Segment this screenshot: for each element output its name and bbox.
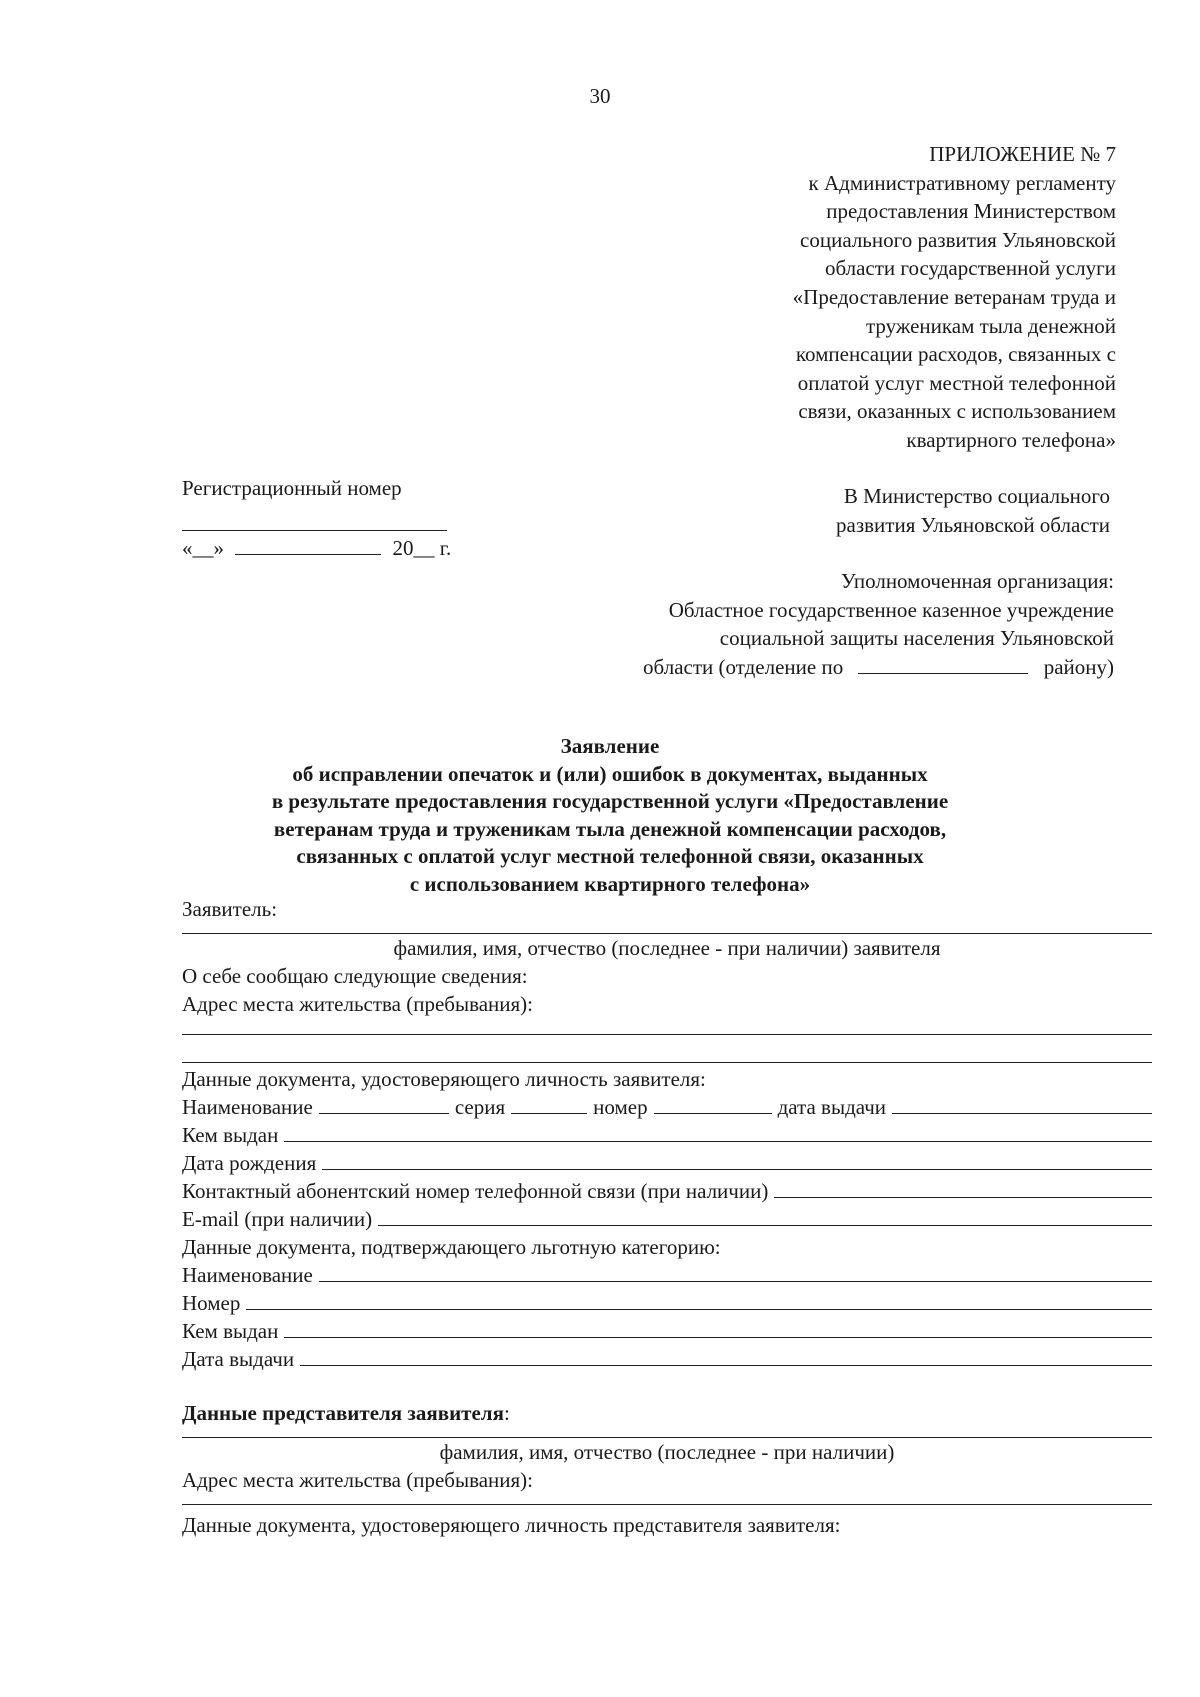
applicant-label-row [182, 895, 1152, 923]
representative-heading: Данные представителя заявителя [182, 1401, 504, 1425]
appendix-line: квартирного телефона» [906, 427, 1116, 452]
appendix-line: ПРИЛОЖЕНИЕ № 7 [929, 142, 1116, 166]
doc-series-field[interactable] [511, 1095, 587, 1114]
about-row [182, 962, 1152, 990]
addressee-line: В Министерство социального [843, 484, 1110, 508]
address-row [182, 990, 1152, 1018]
benefit-issue-date-row [182, 1345, 1152, 1373]
applicant-name-caption-row [182, 934, 1152, 962]
doc-number-label: номер [593, 1095, 648, 1119]
appendix-line: оплатой услуг местной телефонной [797, 370, 1116, 395]
title-line: об исправлении опечаток и (или) ошибок в документах, выданных [292, 761, 928, 786]
representative-heading-row [182, 1399, 1152, 1427]
appendix-line: области государственной услуги [824, 256, 1116, 281]
registration-year-suffix: г. [439, 536, 452, 560]
title-line: Заявление [560, 734, 660, 758]
registration-number-field[interactable] [182, 530, 447, 531]
phone-label: Контактный абонентский номер телефонной связи (при наличии) [182, 1179, 769, 1203]
id-doc-label: Данные документа, удостоверяющего личность заявителя: [182, 1067, 706, 1091]
district-field[interactable] [858, 655, 1028, 674]
birth-date-label: Дата рождения [182, 1151, 317, 1175]
issued-by-label: Кем выдан [182, 1123, 279, 1147]
representative-address-label: Адрес места жительства (пребывания): [182, 1468, 534, 1492]
benefit-doc-row [182, 1233, 1152, 1261]
appendix-line: труженикам тыла денежной [865, 313, 1116, 338]
appendix-line: компенсации расходов, связанных с [795, 342, 1116, 367]
benefit-number-row [182, 1289, 1152, 1317]
registration-number-label: Регистрационный номер [182, 476, 402, 500]
org-line [414, 653, 1114, 682]
representative-heading-colon: : [503, 1401, 510, 1425]
benefit-name-row [182, 1261, 1152, 1289]
email-row [182, 1205, 1152, 1233]
doc-issue-date-label: дата выдачи [777, 1095, 887, 1119]
doc-name-field[interactable] [319, 1095, 449, 1114]
page-number: 30 [589, 84, 611, 108]
org-line-start: области (отделение по [643, 654, 844, 679]
representative-address-row [182, 1466, 1152, 1494]
registration-date [182, 536, 451, 561]
registration-day: «__» [182, 536, 224, 560]
org-line: социальной защиты населения Ульяновской [719, 626, 1114, 651]
benefit-issue-date-field[interactable] [300, 1347, 1152, 1366]
title-line: связанных с оплатой услуг местной телефонной связи, оказанных [296, 844, 924, 868]
org-line-end: району) [1043, 654, 1114, 679]
benefit-number-field[interactable] [246, 1291, 1152, 1310]
appendix-line: социального развития Ульяновской [800, 227, 1116, 252]
issued-by-field[interactable] [284, 1123, 1152, 1142]
address-label: Адрес места жительства (пребывания): [182, 992, 534, 1016]
email-field[interactable] [378, 1207, 1152, 1226]
applicant-name-caption: фамилия, имя, отчество (последнее - при наличии) заявителя [393, 936, 941, 960]
representative-name-caption-row [182, 1438, 1152, 1466]
benefit-name-field[interactable] [319, 1263, 1152, 1282]
benefit-issue-date-label: Дата выдачи [182, 1347, 295, 1371]
phone-row [182, 1177, 1152, 1205]
about-label: О себе сообщаю следующие сведения: [182, 964, 528, 988]
representative-name-caption: фамилия, имя, отчество (последнее - при наличии) [439, 1440, 895, 1464]
document-title [180, 733, 1040, 898]
registration-year: 20__ [392, 536, 435, 560]
title-line: ветеранам труда и труженикам тыла денежной компенсации расходов, [273, 816, 947, 841]
doc-issue-date-field[interactable] [892, 1095, 1152, 1114]
representative-id-doc-label: Данные документа, удостоверяющего личность представителя заявителя: [182, 1513, 841, 1537]
benefit-issued-by-label: Кем выдан [182, 1319, 279, 1343]
benefit-number-label: Номер [182, 1291, 241, 1315]
org-line: Уполномоченная организация: [840, 569, 1114, 593]
registration-month-field[interactable] [235, 536, 381, 555]
org-line: Областное государственное казенное учреждение [668, 597, 1114, 622]
title-line: с использованием квартирного телефона» [409, 871, 811, 896]
benefit-issued-by-field[interactable] [284, 1319, 1152, 1338]
id-doc-row [182, 1065, 1152, 1093]
addressee [690, 482, 1110, 539]
representative-id-doc-row [182, 1511, 1152, 1539]
authorized-organization [414, 567, 1114, 681]
doc-name-label: Наименование [182, 1095, 313, 1119]
birth-date-field[interactable] [322, 1151, 1152, 1170]
doc-series-label: серия [454, 1095, 506, 1119]
email-label: E-mail (при наличии) [182, 1207, 373, 1231]
doc-number-field[interactable] [654, 1095, 772, 1114]
appendix-header [596, 140, 1116, 455]
appendix-line: предоставления Министерством [826, 199, 1116, 224]
appendix-line: связи, оказанных с использованием [798, 399, 1116, 424]
benefit-name-label: Наименование [182, 1263, 313, 1287]
benefit-issued-by-row [182, 1317, 1152, 1345]
appendix-line: к Административному регламенту [808, 170, 1116, 195]
appendix-line: «Предоставление ветеранам труда и [792, 284, 1116, 309]
phone-field[interactable] [774, 1179, 1152, 1198]
application-form [182, 895, 1152, 1539]
birth-date-row [182, 1149, 1152, 1177]
title-line: в результате предоставления государственной услуги «Предоставление [271, 789, 949, 813]
applicant-label: Заявитель: [182, 897, 278, 921]
issued-by-row [182, 1121, 1152, 1149]
addressee-line: развития Ульяновской области [836, 512, 1110, 537]
id-doc-details-row [182, 1093, 1152, 1121]
benefit-doc-label: Данные документа, подтверждающего льготную категорию: [182, 1235, 721, 1259]
